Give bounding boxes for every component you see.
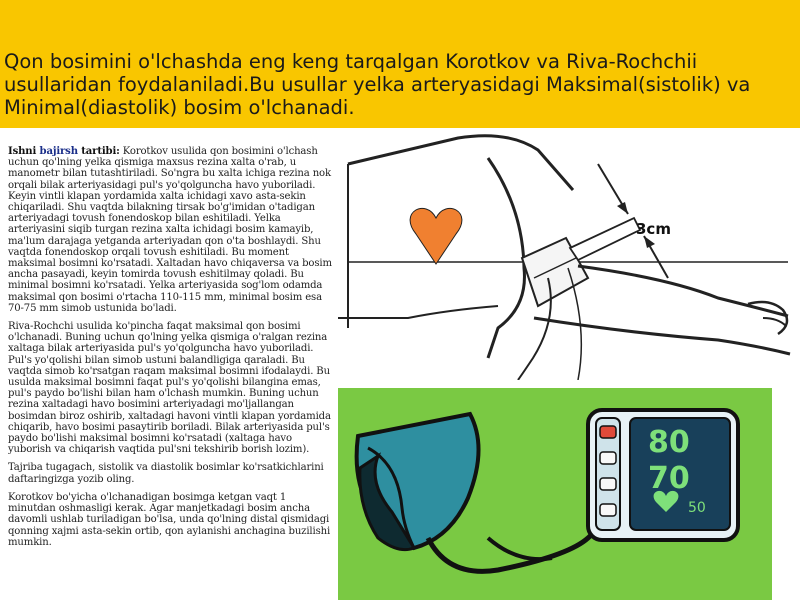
forearm-top xyxy=(578,266,788,316)
paragraph-record: Tajriba tugagach, sistolik va diastolik bosimlar ko'rsatkichlarini daftaringizga yozib oling. xyxy=(8,462,324,485)
paragraph-riva-rocci: Riva-Rochchi usulida ko'pincha faqat maksimal qon bosimi o'lchanadi. Buning uchun qo'lning yelka qismiga o'ralgan rezina xaltaga bilak arteriyasida pul's yo'qolguncha havo yuboriladi. Pul's yo'qolishi bilan simob ustuni balandligiga qaraladi. Bu vaqtda simob ko'rsatgan raqam maksimal bosimni ifodalaydi. Bu usulda maksimal bosimni faqat pul's yo'qolishi bilangina emas, pul's paydo bo'lishi bilan ham o'lchash mumkin. Buning uchun rezina xaltadagi havo bosimini arteriyadagi mo'ljallangan bosimdan biroz oshirib, xaltadagi havoni vintli klapan yordamida chiqarib, havo bosimi pasaytirib boriladi. Bilak arteriyasida pul's paydo bo'lishi maksimal bosimni ko'rsatadi (xaltaga havo yuborish va chiqarish vaqtida pul'sni tekshirib borish lozim). xyxy=(8,321,331,456)
hose xyxy=(428,532,608,571)
hose-loop xyxy=(488,538,552,559)
bp-monitor-drawing xyxy=(338,388,772,600)
title-banner xyxy=(0,0,800,128)
textbook-excerpt xyxy=(8,146,332,555)
arm-cuff-drawing xyxy=(338,128,800,380)
pulse-value: 50 xyxy=(688,500,706,516)
memory-button xyxy=(600,478,616,490)
lead-word-2: tartibi: xyxy=(77,146,120,157)
arm-cuff-illustration xyxy=(338,128,800,380)
diastolic-value: 70 xyxy=(648,461,690,496)
mode-button xyxy=(600,452,616,464)
power-button xyxy=(600,426,616,438)
measure-label: 3cm xyxy=(636,220,671,238)
set-button xyxy=(600,504,616,516)
upper-arm-outline xyxy=(488,158,524,358)
forearm-bottom xyxy=(534,318,790,354)
lead-word-1: Ishni xyxy=(8,146,40,157)
measure-bar xyxy=(570,218,640,260)
finger-line xyxy=(763,318,786,326)
paragraph-body: Korotkov usulida qon bosimini o'lchash uchun qo'lning yelka qismiga maxsus rezina xalta o'rab, u manometr bilan tutashtiriladi. So'ngra bu xalta ichiga rezina nok orqali bilak arteriyasidagi pul's yo'qolguncha havo yuboriladi. Keyin vintli klapan yordamida xalta ichidagi xavo asta-sekin chiqariladi. Shu vaqtda bilakning tirsak bo'g'imidan o'tadigan arteriyadagi tovush fonendoskop bilan eshitiladi. Yelka arteriyasini siqib turgan rezina xalta ichidagi bosim kamayib, ma'lum darajaga yetganda arteriyadan qon o'ta boshlaydi. Shu vaqtda fonendoskop orqali tovush eshitiladi. Bu moment maksimal bosimni ko'rsatadi. Xaltadan havo chiqaversa va bosim ancha pasayadi, keyin tomirda tovush eshitilmay qoladi. Bu minimal bosimni ko'rsatadi. Yelka arteriyasida sog'lom odamda maksimal qon bosimi o'rtacha 110-115 mm, minimal bosim esa 70-75 mm simob ustunida bo'ladi. xyxy=(8,146,332,314)
heart-icon xyxy=(410,208,462,264)
shoulder-outline xyxy=(348,136,573,190)
arrow-upper-head xyxy=(617,202,628,214)
slide-title: Qon bosimini o'lchashda eng keng tarqalgan Korotkov va Riva-Rochchii usullaridan foydalaniladi.Bu usullar yelka arteryasidagi Maksimal(sistolik) va Minimal(diastolik) bosim o'lchanadi. xyxy=(4,50,751,119)
systolic-value: 80 xyxy=(648,425,690,460)
bp-monitor-illustration xyxy=(338,388,772,600)
lead-word-highlight: bajirsh xyxy=(39,146,78,157)
paragraph-lead xyxy=(8,146,120,157)
paragraph-korotkov xyxy=(8,146,332,314)
paragraph-warning: Korotkov bo'yicha o'lchanadigan bosimga ketgan vaqt 1 minutdan oshmasligi kerak. Agar manjetkadagi bosim ancha davomli ushlab turiladigan bo'lsa, unda qo'lning distal qismidagi qonning xajmi asta-sekin ortib, qon aylanishi anchagina buzilishi mumkin. xyxy=(8,491,331,548)
table-edge xyxy=(338,306,498,318)
